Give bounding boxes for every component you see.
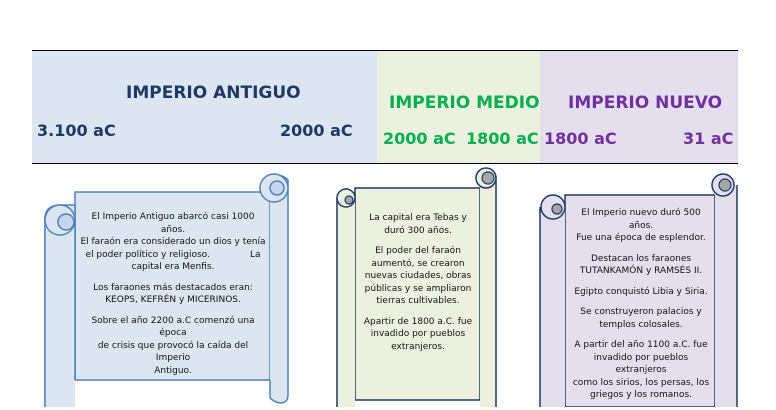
note-nuevo-paragraph-1: [568, 207, 714, 245]
note-medio-line: extranjeros.: [391, 341, 445, 352]
note-antiguo-line: capital era Menfis.: [131, 262, 215, 272]
note-medio-line: El poder del faraón: [375, 246, 461, 256]
note-antiguo-line: el poder político y religioso.: [85, 249, 210, 260]
note-nuevo-line: Destacan los faraones: [590, 253, 692, 264]
note-antiguo-line: de crisis que provocó la caída del Imperio: [97, 340, 249, 363]
imperio-medio-title: IMPERIO MEDIO: [389, 93, 540, 113]
note-nuevo-line: A partir del año 1100 a.C. fue: [574, 340, 708, 350]
note-nuevo-paragraph-2: [568, 253, 714, 278]
imperio-antiguo-end: 2000 aC: [280, 121, 353, 140]
note-nuevo-paragraph-4: [568, 306, 714, 331]
imperio-medio-start: 2000 aC: [383, 129, 456, 148]
note-antiguo-line: El Imperio Antiguo abarcó casi 1000 años.: [91, 212, 255, 235]
note-antiguo-line: Antiguo.: [154, 365, 192, 376]
note-antiguo-line: El faraón era considerado un dios y tenía: [80, 237, 266, 247]
note-nuevo-line: invadido por pueblos extranjeros: [593, 352, 689, 375]
note-nuevo-line: Egipto conquistó Libia y Siria.: [574, 286, 708, 297]
imperio-nuevo-title: IMPERIO NUEVO: [568, 93, 723, 113]
note-medio-paragraph-1: [358, 212, 478, 237]
note-imperio-medio: [358, 212, 478, 361]
note-nuevo-line: Fue una época de esplendor.: [576, 233, 706, 243]
note-antiguo-line: La: [249, 249, 261, 260]
note-nuevo-line: El Imperio nuevo duró 500 años.: [581, 208, 701, 231]
note-medio-line: públicas y se ampliaron: [364, 283, 472, 294]
note-nuevo-paragraph-3: [568, 286, 714, 299]
imperio-medio-end: 1800 aC: [466, 129, 539, 148]
note-nuevo-paragraph-5: [568, 339, 714, 402]
note-antiguo-paragraph-3: [80, 315, 266, 378]
note-medio-line: duró 300 años.: [384, 225, 452, 236]
note-nuevo-line: Se construyeron palacios y: [580, 307, 702, 317]
imperio-nuevo-end: 31 aC: [683, 129, 734, 148]
note-antiguo-line: KEOPS, KEFRÉN y MICERINOS.: [105, 295, 241, 305]
note-medio-paragraph-2: [358, 245, 478, 308]
imperio-nuevo-start: 1800 aC: [544, 129, 617, 148]
note-antiguo-paragraph-1: [80, 211, 266, 274]
note-nuevo-line: como los sirios, los persas, los: [572, 377, 710, 388]
note-imperio-nuevo: [568, 207, 714, 410]
note-antiguo-line: Sobre el año 2200 a.C comenzó una época: [91, 315, 255, 338]
note-antiguo-paragraph-2: [80, 282, 266, 307]
note-imperio-antiguo: [80, 211, 266, 385]
imperio-antiguo-start: 3.100 aC: [37, 121, 116, 140]
note-medio-line: tierras cultivables.: [376, 296, 460, 306]
note-nuevo-line: griegos y los romanos.: [589, 390, 692, 400]
note-medio-line: Apartir de 1800 a.C. fue: [363, 316, 473, 327]
note-nuevo-line: templos colosales.: [599, 319, 683, 330]
imperio-antiguo-title: IMPERIO ANTIGUO: [126, 83, 301, 103]
note-medio-line: nuevas ciudades, obras: [364, 271, 472, 281]
note-nuevo-line: TUTANKAMÓN y RAMSÉS II.: [579, 266, 703, 276]
note-medio-line: La capital era Tebas y: [369, 213, 467, 223]
note-medio-line: invadido por pueblos: [370, 329, 466, 339]
note-antiguo-line: Los faraones más destacados eran:: [93, 282, 253, 293]
note-medio-paragraph-3: [358, 316, 478, 354]
note-medio-line: aumentó, se crearon: [371, 258, 465, 269]
